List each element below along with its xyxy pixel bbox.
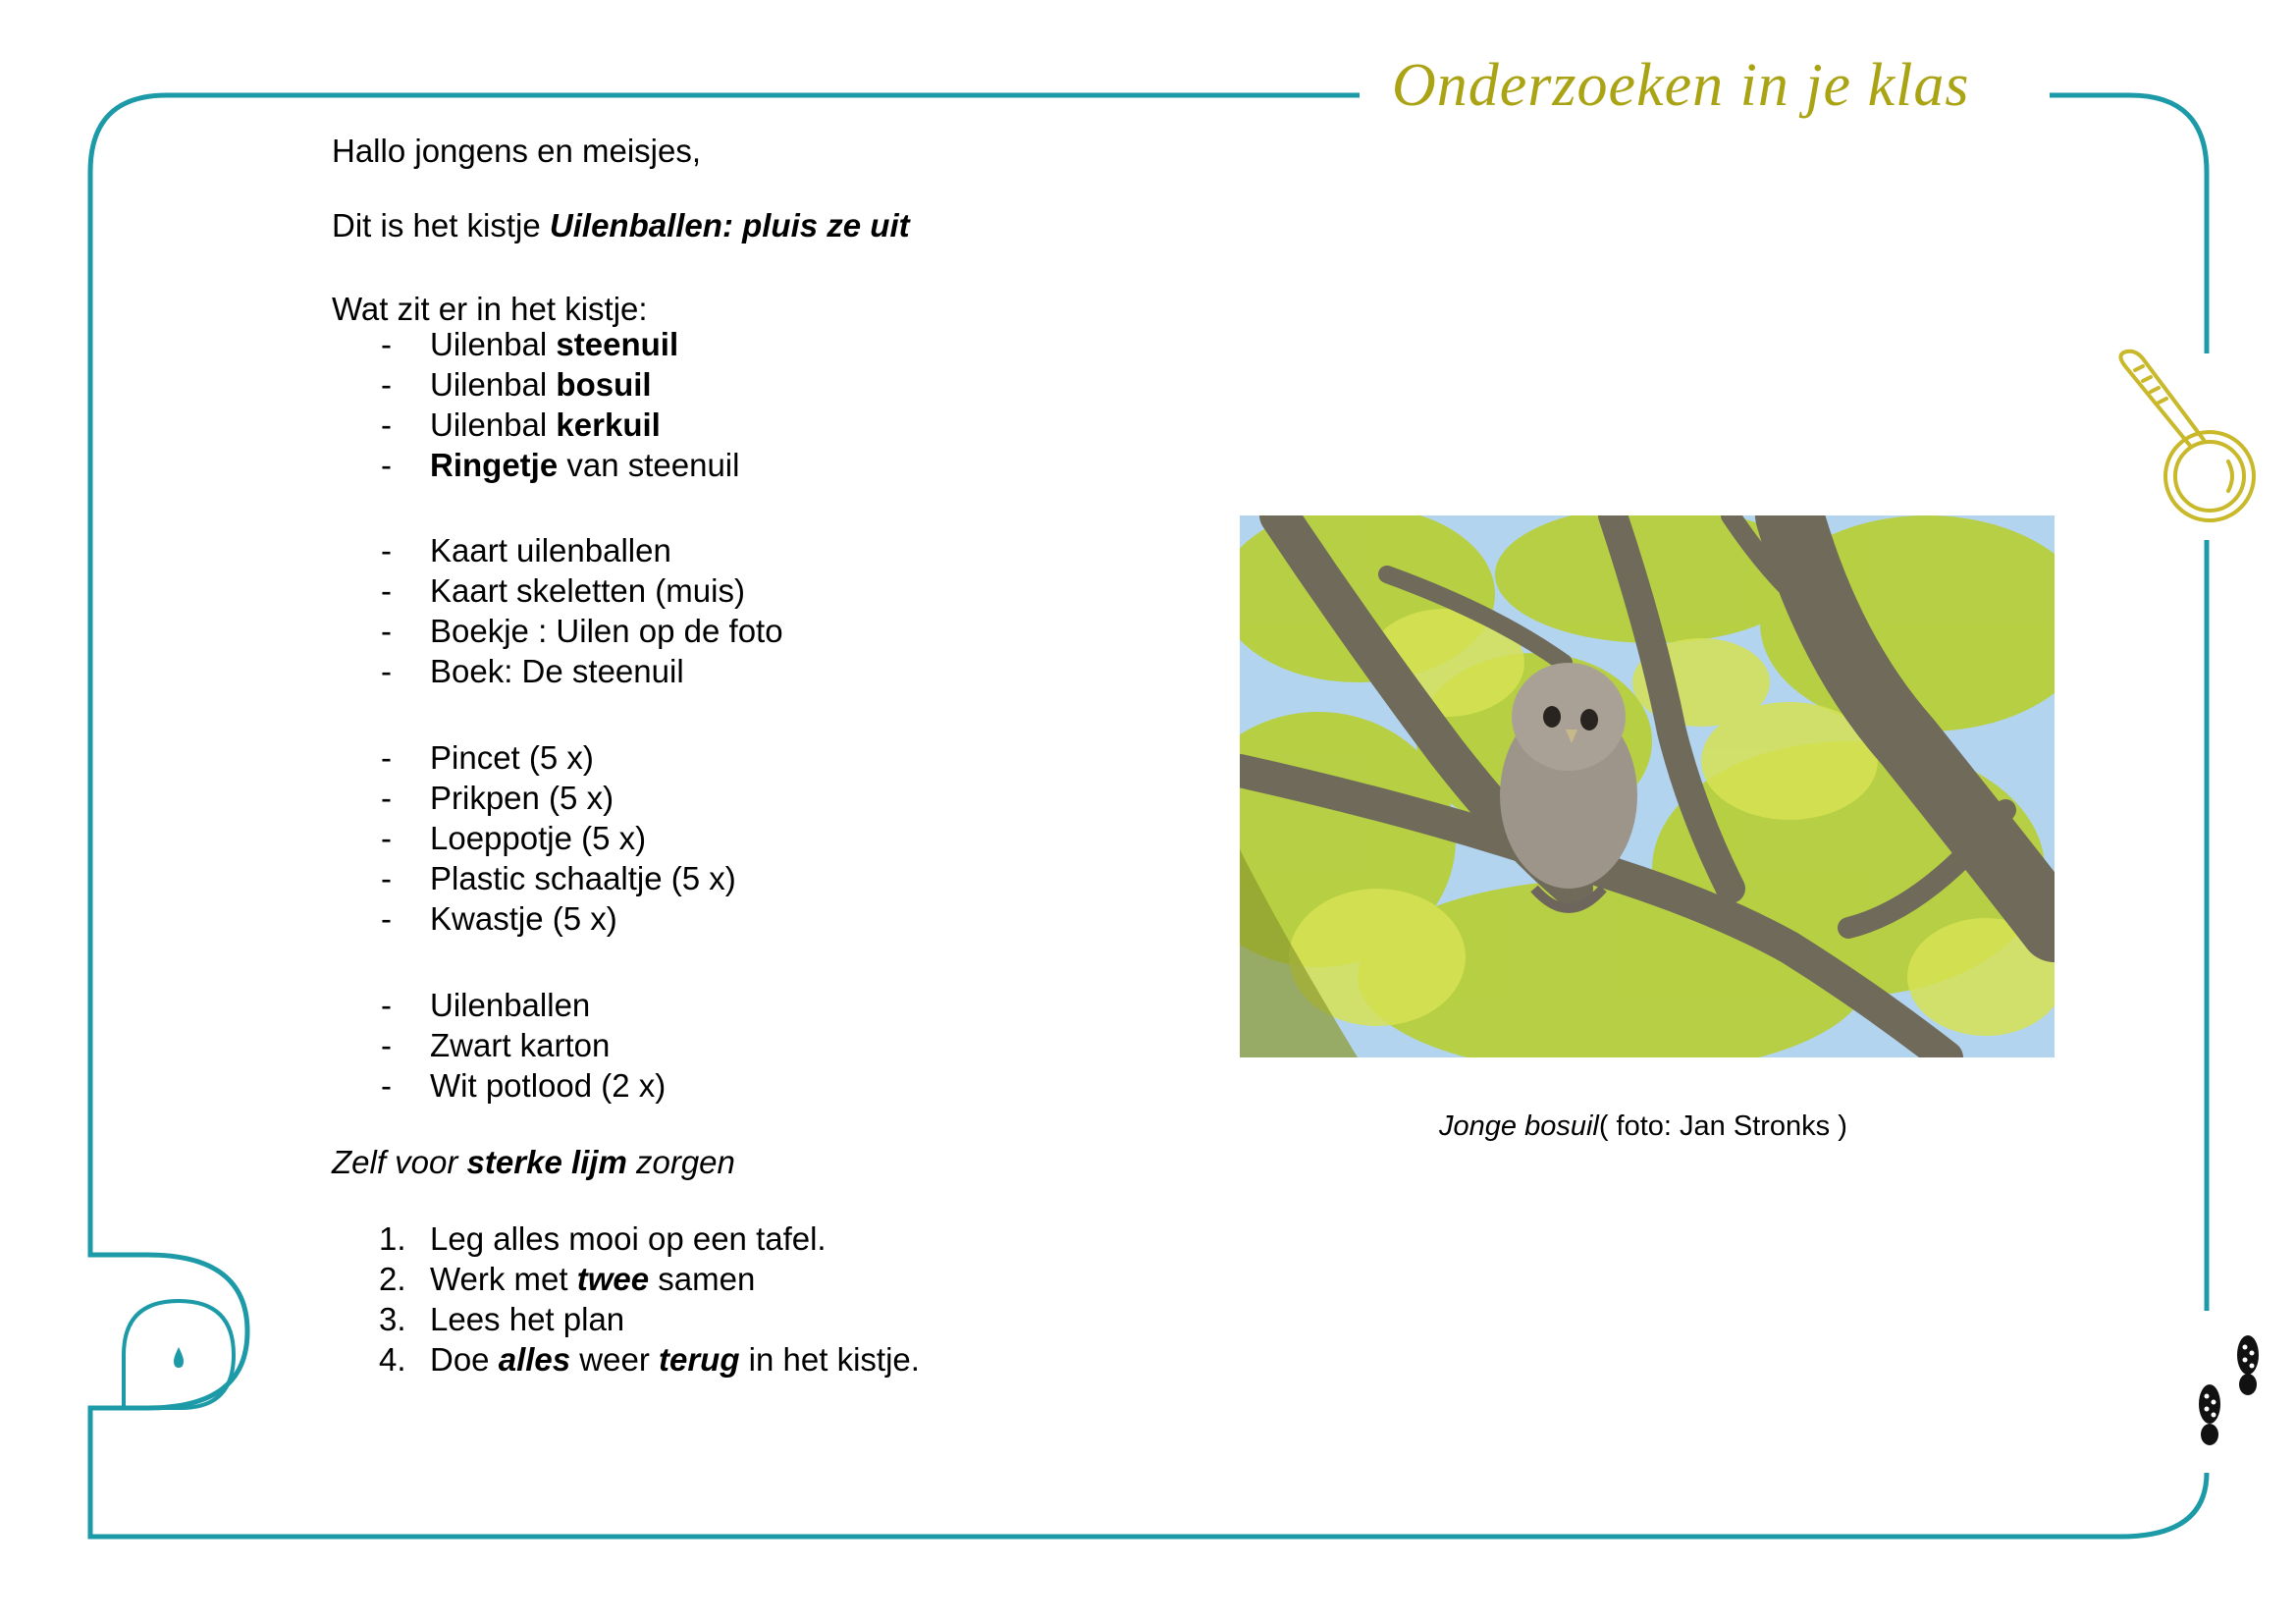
photo-caption <box>1439 1110 1847 1143</box>
box-intro <box>332 205 910 245</box>
page-title: Onderzoeken in je klas <box>1392 52 1970 119</box>
photo-caption-species: Jonge bosuil <box>1439 1110 1599 1142</box>
box-name: Uilenballen: pluis ze uit <box>549 207 910 244</box>
contents-heading: Wat zit er in het kistje: <box>332 291 648 327</box>
footprints-icon <box>2199 1335 2259 1445</box>
greeting: Hallo jongens en meisjes, <box>332 133 702 169</box>
owl-photo <box>1240 515 2055 1057</box>
magnifying-glass-icon <box>2120 352 2254 520</box>
glue-note: Zelf voor sterke lijm zorgen <box>332 1144 735 1180</box>
photo-caption-credit: ( foto: Jan Stronks ) <box>1598 1110 1847 1142</box>
box-intro-prefix: Dit is het kistje <box>332 207 550 244</box>
